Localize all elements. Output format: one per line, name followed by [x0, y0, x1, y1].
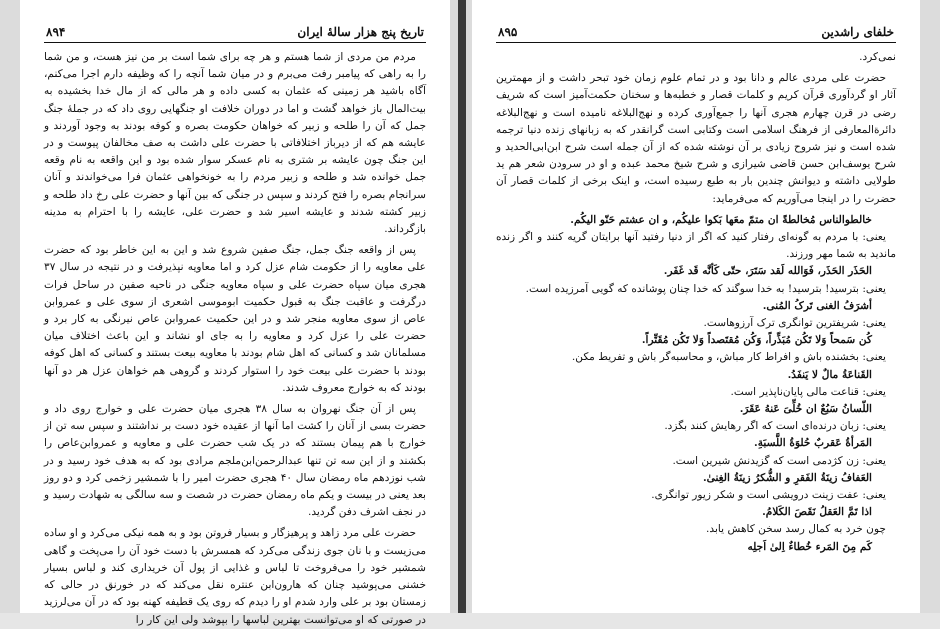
translation-line: چون خرد به کمال رسد سخن کاهش یابد. [706, 523, 886, 536]
quote-line: خالطوالناس مُخالطةً ان متمّ معَها بَکوا علیکُم، و ان عشتم حَنّو الیکُم. [570, 213, 872, 226]
paragraph: حضرت علی مردی عالم و دانا بود و در تمام علوم زمان خود تبحر داشت و از مهمترین آثار او گردآوری قرآن کریم و کلمات قصار و خطبه‌ها و سخنان حکمت‌آمیز است که شریف رضی در قرن چهارم هجری آنها را جمع‌آوری کرده و نهج‌البلاغه نامیده است و نهج‌البلاغه دائرة‌المعارفی از فرهنگ اسلامی است وکتابی است گرانقدر که به زبانهای زنده دنیا ترجمه شده است و نیز شروح زیادی بر آن نوشته شده که از آن جمله است شرح ابن‌ابی‌الحدید و شرح یوسف‌ابن حسن قاضی شیرازی و شرح شیخ محمد عبده و او در سرودن شعر هم ید طولایی داشته و دیوانش چندین بار به طبع رسیده است، و اینک برخی از کلمات قصار آن حضرت را در اینجا می‌آوریم که می‌فرماید: [496, 72, 896, 205]
running-title: خلفای راشدین [821, 25, 894, 39]
paragraph: حضرت علی مرد زاهد و پرهیزگار و بسیار فروتن بود و به همه نیکی می‌کرد و او ساده می‌زیست و با نان جوی زندگی می‌کرد که همسرش با دست خود آن را می‌پخت و گاهی شمشیر خود را می‌فروخت تا لباس و غذایی از پول آن خریداری کند و لباس بسیار خشنی می‌پوشید چنان که هارون‌ابن عنتره نقل می‌کند که در خورنق در حالی که زمستان بود بر علی وارد شدم او را دیدم که روی یک قطیفه کهنه بود که در آن می‌لرزید در صورتی که او می‌توانست بهترین لباسها را بپوشد ولی این کار را [44, 527, 426, 626]
paragraph: پس از آن جنگ نهروان به سال ۳۸ هجری میان حضرت علی و خوارج روی داد و حضرت بسی از آنان را کشت اما آنها از عقیده خود دست بر نداشتند و سپس سه تن از خوارج با هم پیمان بستند که در یک شب حضرت علی و معاویه و عمروابن‌عاص را بکشند و از این سه تن تنها عبدالرحمن‌ابن‌ملجم مرادی بود که به هدف خود رسید و در شب نوزدهم ماه رمضان سال ۴۰ هجری حضرت امیر را با شمشیر زخمی کرد و دو روز بعد یعنی در بیست و یکم ماه رمضان حضرت در شصت و سه سالگی به شهادت رسید و در نجف اشرف دفن گردید. [44, 403, 426, 519]
paragraph: مردم من مردی از شما هستم و هر چه برای شما است بر من نیز هست، و من شما را به راهی که پیامبر رفت می‌برم و در میان شما آنچه را که وظیفه دارم اجرا می‌کنم، آگاه باشید هر زمینی که عثمان به کسی داده و هر مالی که از مال خدا بخشیده به بیت‌المال باز خواهد گشت و اما در دوران خلافت او جنگهایی روی داد که در جملهٔ جنگ جمل که آن را طلحه و زبیر که خواهان حکومت بصره و کوفه بودند به وجود آوردند و عایشه هم که از دیرباز اختلافاتی با حضرت علی داشت به صف مخالفان پیوست و در این جنگ چون عایشه بر شتری به نام عسکر سوار شده بود و این واقعه به نام وقعه جمل خوانده شد و طلحه و زبیر مردم را به خونخواهی عثمان فرا می‌خواندند و آنان سرانجام بصره را فتح کردند و سپس در جنگی که بین آنها و حضرت علی رخ داد طلحه و زبیر کشته شدند و عایشه اسیر شد و حضرت علی، عایشه را با احترام به مدینه بازگرداند. [44, 51, 426, 236]
quote-line: العَفافُ زینَةُ الفَقرِ و الشُّکرُ زینَةُ الغِنیٰ. [702, 471, 872, 484]
translation-line: یعنی: زن کژدمی است که گزیدنش شیرین است. [672, 454, 886, 467]
left-page-body [44, 49, 426, 629]
page-number: ۸۹۵ [498, 25, 518, 39]
translation-line: یعنی: شریفترین توانگری ترک آرزوهاست. [703, 317, 886, 330]
quote-line: المَرأةُ عَقربٌ حُلوَةُ اللَّسبَةِ. [754, 437, 872, 450]
quote-line: اللّسانُ سَبُعٌ ان خُلِّیَ عَنهُ عَقَرَ. [739, 403, 872, 416]
book-spine [458, 0, 466, 613]
quote-line: الحَذَر الحَذَر، فَوَالله لَقد سَتَرَ، حتّی کَأنَّه قَد غَفَر. [663, 265, 872, 278]
translation-line: یعنی: بخشنده باش و افراط کار مباش، و محاسبه‌گر باش و تفریط مکن. [571, 351, 886, 364]
page-number: ۸۹۴ [46, 25, 66, 39]
paragraph: نمی‌کرد. [859, 51, 896, 63]
left-page [20, 0, 450, 626]
left-page-header [44, 20, 426, 43]
quote-line: کَم مِنَ المَرء خُطاءٌ اِلیٰ اَجلِه [747, 540, 872, 553]
paragraph: پس از واقعه جنگ جمل، جنگ صفین شروع شد و این به این خاطر بود که حضرت علی معاویه را از حکومت شام عزل کرد و اما معاویه نپذیرفت و در نتیجه در سال ۳۷ هجری میان سپاه حضرت علی و سپاه معاویه جنگی در ناحیه صفین در ساحل فرات درگرفت و عاقبت جنگ به قبول حکمیت ابوموسی اشعری از سوی علی و عمروابن عاص از سوی معاویه منجر شد و در این حکمیت عمروابن عاص نیرنگی به کار برد و حضرت علی را عزل کرد و معاویه را به جای او نشاند و این باعث اختلاف میان مسلمانان شد و کسانی که اهل شام بودند با معاویه بیعت بستند و کسانی که اهل کوفه بودند با حضرت علی بیعت خود را استوار کردند و گروهی هم خواهان عزل هر دو آنها بودند که به خوارج معروف شدند. [44, 244, 426, 394]
translation-line: یعنی: قناعت مالی پایان‌ناپذیر است. [730, 385, 886, 398]
running-title: تاریخ پنج هزار سالهٔ ایران [297, 25, 424, 39]
translation-line: یعنی: زبان درنده‌ای است که اگر رهایش کنند بگزد. [664, 420, 886, 433]
quote-line: کُن سَمحاً وَلا تَکُن مُبَذِّراً، وَکُن مُقتَصداً وَلا تَکُن مُقَتِّراً. [641, 334, 872, 347]
quote-line: القَناعَةُ مالٌ لا یَنفَدُ. [787, 368, 872, 381]
translation-line: یعنی: بترسید! بترسید! به خدا سوگند که خدا چنان پوشانده که گویی آمرزیده است. [525, 282, 886, 295]
quote-line: أشرَفُ الغنی تَرکُ المُنی. [762, 299, 872, 312]
right-page-body [496, 49, 896, 556]
right-page-header [496, 20, 896, 43]
quote-line: اذا تَمَّ العَقلُ نَقَصَ الکَلامُ. [762, 506, 872, 519]
translation-line: یعنی: با مردم به گونه‌ای رفتار کنید که اگر از دنیا رفتید آنها برایتان گریه کنند و اگر زنده ماندید به شما مهر ورزند. [496, 231, 896, 261]
translation-line: یعنی: عفت زینت درویشی است و شکر زیور توانگری. [651, 489, 886, 502]
right-page [472, 0, 920, 613]
